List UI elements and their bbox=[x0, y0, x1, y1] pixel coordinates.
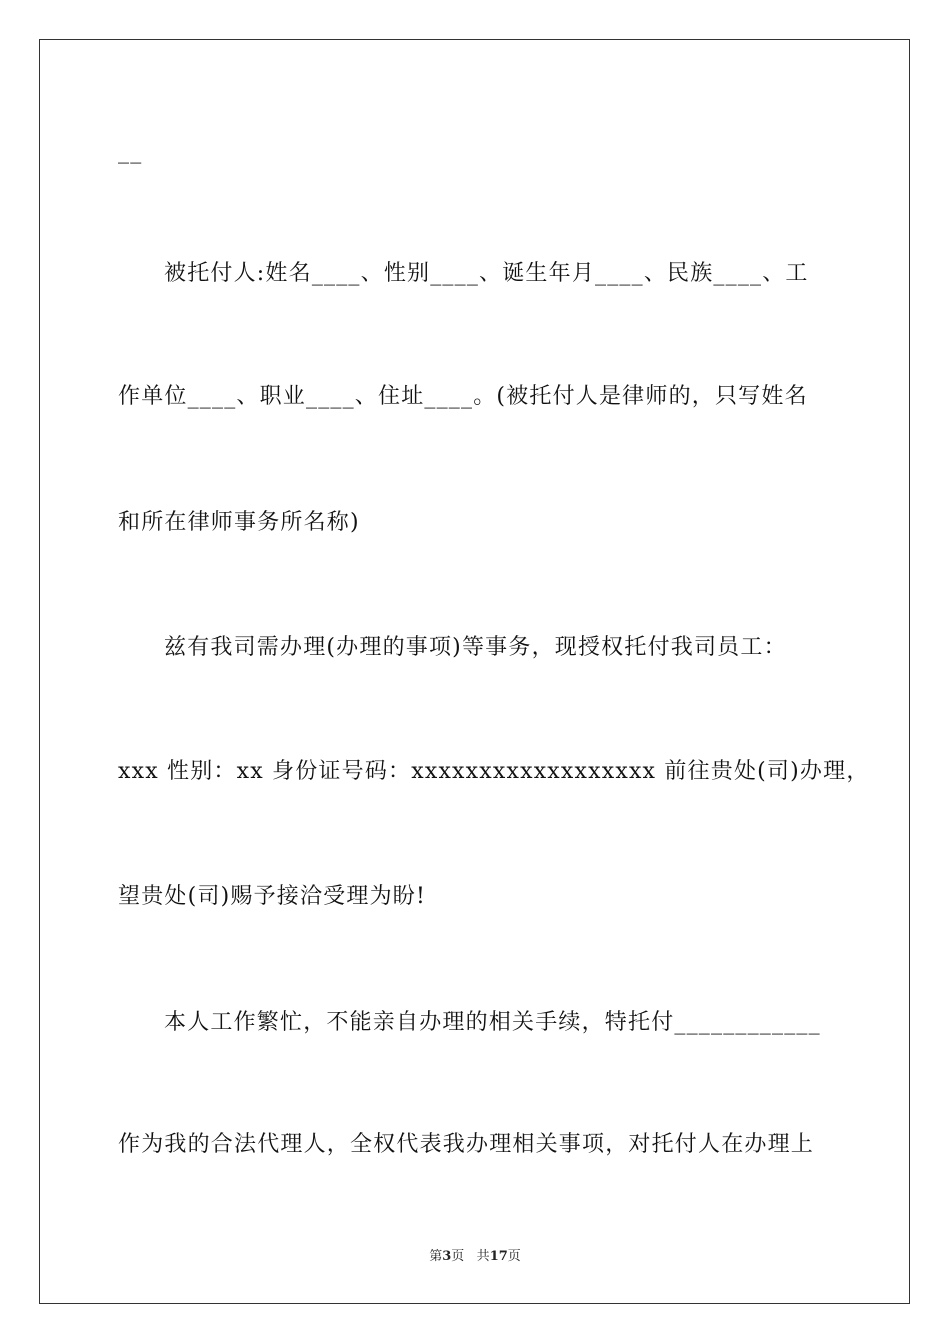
page-suffix: 页 bbox=[451, 1249, 465, 1264]
total-pages: 17 bbox=[489, 1249, 508, 1264]
text-line-4: 和所在律师事务所名称) bbox=[118, 510, 360, 535]
text-line-9: 作为我的合法代理人，全权代表我办理相关事项，对托付人在办理上 bbox=[118, 1132, 815, 1157]
text-line-1: __ bbox=[118, 139, 143, 164]
text-line-8: 本人工作繁忙，不能亲自办理的相关手续，特托付____________ bbox=[164, 1010, 821, 1035]
page-prefix: 第 bbox=[429, 1249, 443, 1264]
text-line-6: xxx 性别：xx 身份证号码：xxxxxxxxxxxxxxxxxx 前往贵处(司)办理， bbox=[118, 759, 870, 784]
page-number: 3 bbox=[442, 1249, 452, 1264]
text-line-7: 望贵处(司)赐予接洽受理为盼! bbox=[118, 884, 427, 909]
total-suffix: 页 bbox=[507, 1249, 521, 1264]
text-line-3: 作单位____、职业____、住址____。(被托付人是律师的，只写姓名 bbox=[118, 384, 808, 409]
page-border bbox=[39, 39, 910, 1304]
text-line-2: 被托付人:姓名____、性别____、诞生年月____、民族____、工 bbox=[164, 261, 809, 286]
text-line-5: 兹有我司需办理(办理的事项)等事务，现授权托付我司员工： bbox=[164, 635, 787, 660]
total-prefix: 共 bbox=[476, 1249, 490, 1264]
page-footer bbox=[0, 1248, 950, 1266]
